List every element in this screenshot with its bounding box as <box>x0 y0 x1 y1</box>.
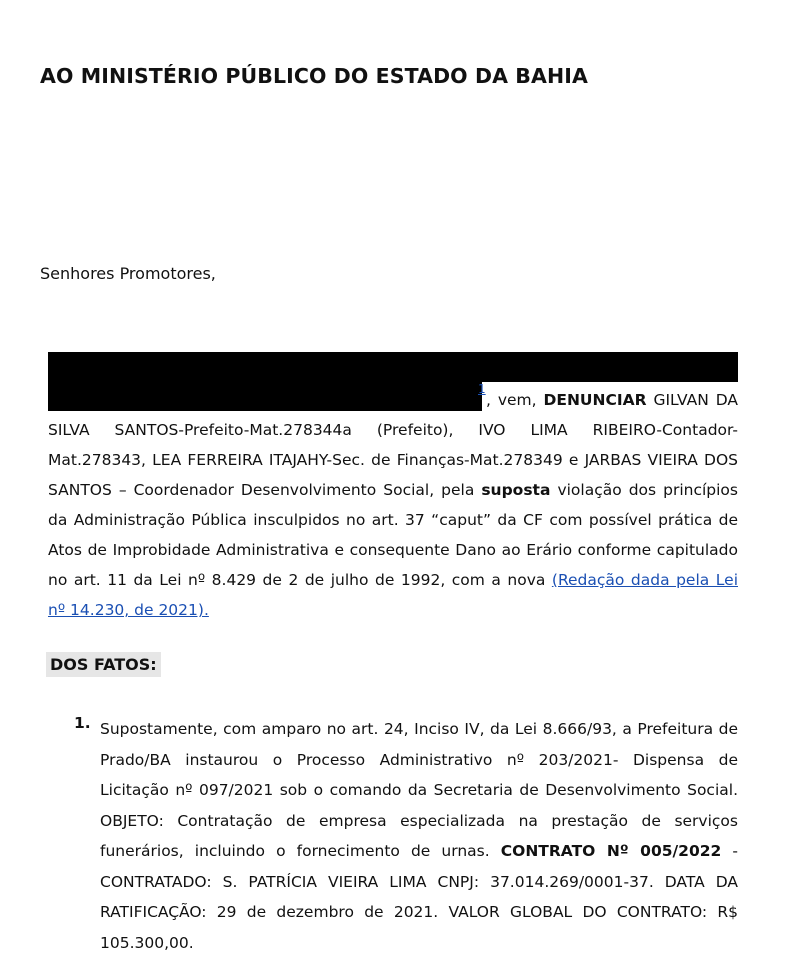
item-line: Licitação nº 097/2021 sob o comando da Secretaria de Desenvolvimento Social. <box>100 781 738 799</box>
salutation: Senhores Promotores, <box>40 264 216 283</box>
footnote-link[interactable]: 1 <box>478 382 486 396</box>
contract-number: CONTRATO Nº 005/2022 <box>500 842 722 860</box>
list-item-number: 1. <box>74 714 91 732</box>
complaint-line: no art. 11 da Lei nº 8.429 de 2 de julho de 1992, com a nova (Redação dada pela Lei <box>48 571 738 589</box>
section-heading: DOS FATOS: <box>46 652 161 677</box>
complaint-line: SILVA SANTOS-Prefeito-Mat.278344a (Prefeito), IVO LIMA RIBEIRO-Contador- <box>48 421 738 439</box>
item-line: Prado/BA instaurou o Processo Administrativo nº 203/2021- Dispensa de <box>100 750 738 769</box>
item-line: funerários, incluindo o fornecimento de urnas. CONTRATO Nº 005/2022 - <box>100 842 738 860</box>
item-line: OBJETO: Contratação de empresa especializada na prestação de serviços <box>100 811 738 830</box>
item-line: 105.300,00. <box>100 933 194 952</box>
denunciar-keyword: DENUNCIAR <box>543 391 647 409</box>
item-line: RATIFICAÇÃO: 29 de dezembro de 2021. VALOR GLOBAL DO CONTRATO: R$ <box>100 903 738 921</box>
item-line: CONTRATADO: S. PATRÍCIA VIEIRA LIMA CNPJ: 37.014.269/0001-37. DATA DA <box>100 872 738 891</box>
complaint-line <box>48 595 738 625</box>
document-title: AO MINISTÉRIO PÚBLICO DO ESTADO DA BAHIA <box>40 64 588 88</box>
complaint-line: Mat.278343, LEA FERREIRA ITAJAHY-Sec. de Finanças-Mat.278349 e JARBAS VIEIRA DOS <box>48 451 738 469</box>
item-line: Supostamente, com amparo no art. 24, Inciso IV, da Lei 8.666/93, a Prefeitura de <box>100 720 738 738</box>
complaint-line: SANTOS – Coordenador Desenvolvimento Social, pela suposta violação dos princípios <box>48 481 738 499</box>
law-reference-link[interactable]: nº 14.230, de 2021). <box>48 601 209 619</box>
list-item <box>100 714 738 958</box>
redaction-block <box>48 352 738 382</box>
complaint-line: da Administração Pública insculpidos no art. 37 “caput” da CF com possível prática de <box>48 511 738 529</box>
suposta-keyword: suposta <box>481 481 551 499</box>
law-reference-link[interactable]: (Redação dada pela Lei <box>551 571 738 589</box>
complaint-line: , vem, DENUNCIAR GILVAN DA <box>486 391 738 409</box>
redaction-block <box>48 382 482 411</box>
complaint-paragraph <box>48 415 738 625</box>
complaint-line: Atos de Improbidade Administrativa e consequente Dano ao Erário conforme capitulado <box>48 541 738 559</box>
